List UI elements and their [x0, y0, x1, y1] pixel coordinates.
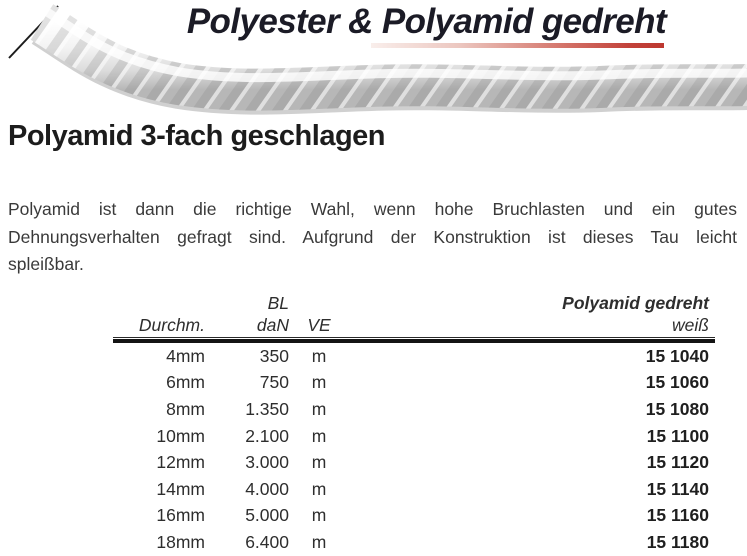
cell-unit: m	[311, 452, 327, 473]
cell-article-number: 15 1080	[645, 398, 709, 419]
cell-unit: m	[311, 345, 327, 366]
title-accent-underline	[371, 43, 664, 48]
cell-diameter: 16mm	[156, 505, 205, 526]
table-row	[113, 396, 715, 423]
cell-breaking-load: 5.000	[245, 505, 289, 526]
cell-breaking-load: 3.000	[245, 452, 289, 473]
intro-paragraph	[8, 196, 737, 279]
cell-diameter: 12mm	[156, 452, 205, 473]
cell-unit: m	[311, 372, 327, 393]
cell-breaking-load: 350	[259, 345, 289, 366]
cell-article-number: 15 1180	[646, 531, 709, 552]
cell-article-number: 15 1100	[646, 425, 709, 446]
cell-diameter: 18mm	[156, 531, 205, 552]
cell-diameter: 6mm	[166, 372, 205, 393]
product-table	[113, 290, 715, 556]
cell-diameter: 4mm	[166, 345, 205, 366]
header-ve-label: VE	[307, 315, 331, 335]
table-row	[113, 529, 715, 556]
cell-article-number: 15 1040	[645, 345, 709, 366]
cell-unit: m	[311, 531, 327, 552]
table-row	[113, 449, 715, 476]
cell-breaking-load: 4.000	[245, 478, 289, 499]
cell-diameter: 14mm	[156, 478, 205, 499]
intro-line: spleißbar.	[8, 254, 84, 275]
cell-unit: m	[311, 425, 327, 446]
cell-unit: m	[311, 505, 327, 526]
cell-article-number: 15 1160	[646, 505, 709, 526]
cell-article-number: 15 1060	[645, 372, 709, 393]
header-color-variant-label: weiß	[672, 315, 709, 335]
table-row	[113, 423, 715, 450]
table-row	[113, 503, 715, 530]
cell-breaking-load: 1.350	[245, 398, 289, 419]
cell-diameter: 8mm	[166, 398, 205, 419]
cell-breaking-load: 750	[259, 372, 289, 393]
cell-unit: m	[311, 478, 327, 499]
table-row	[113, 370, 715, 397]
intro-line: Dehnungsverhalten gefragt sind. Aufgrund der Konstruktion ist dieses Tau leicht	[8, 226, 737, 247]
table-row	[113, 343, 715, 370]
table-header-top	[113, 290, 715, 314]
cell-article-number: 15 1140	[646, 478, 709, 499]
cell-diameter: 10mm	[156, 425, 205, 446]
cell-article-number: 15 1120	[646, 452, 709, 473]
table-rows	[113, 343, 715, 556]
cell-breaking-load: 6.400	[245, 531, 289, 552]
cell-unit: m	[311, 398, 327, 419]
header-bl-label: BL	[267, 293, 289, 313]
section-heading: Polyamid 3-fach geschlagen	[8, 120, 386, 152]
intro-line: Polyamid ist dann die richtige Wahl, wenn hohe Bruchlasten und ein gutes	[8, 199, 737, 219]
header-product-label: Polyamid gedreht	[562, 293, 709, 313]
table-header-bottom	[113, 314, 715, 338]
cell-breaking-load: 2.100	[245, 425, 289, 446]
page-title: Polyester & Polyamid gedreht	[186, 2, 666, 41]
table-row	[113, 476, 715, 503]
header-diameter-label: Durchm.	[138, 315, 205, 335]
header-bl-unit-label: daN	[256, 315, 289, 335]
